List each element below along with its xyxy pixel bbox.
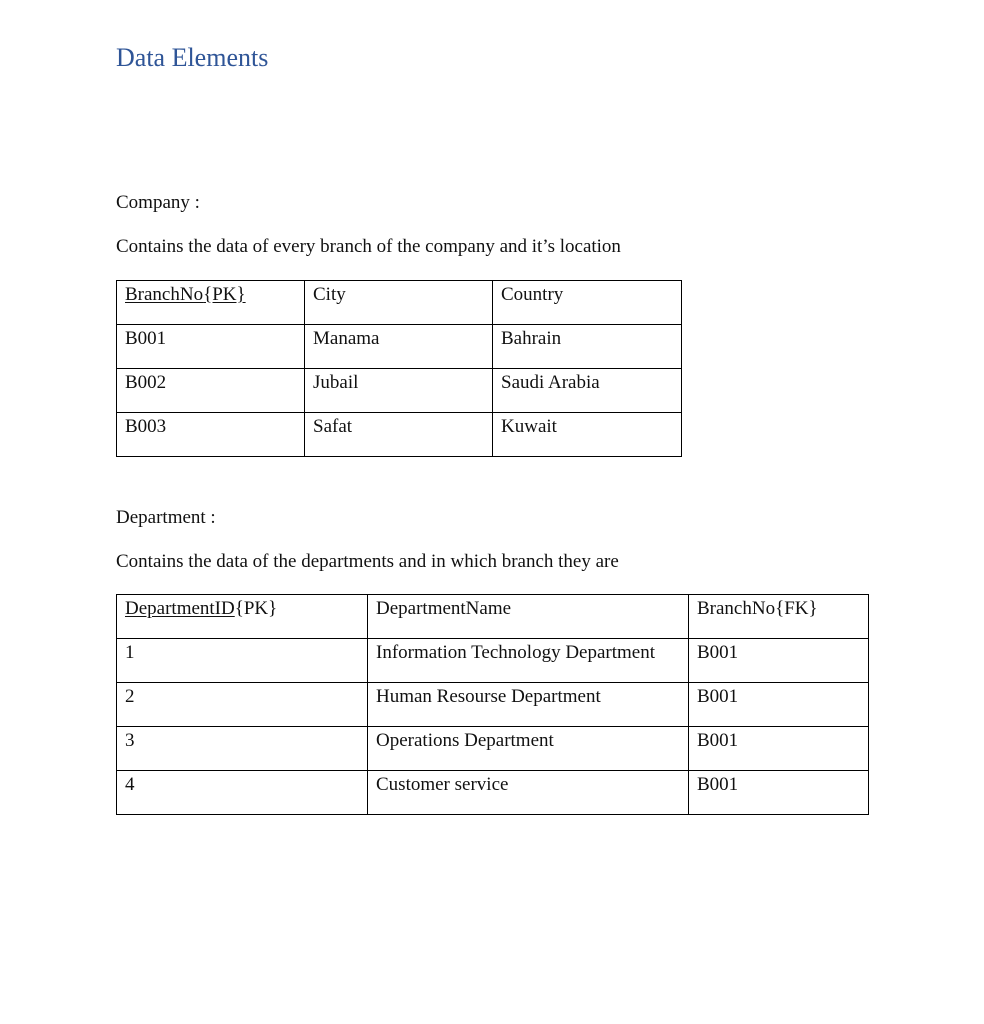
cell-branch-no: B001	[689, 727, 869, 771]
table-row	[117, 369, 682, 413]
cell-country: Bahrain	[493, 325, 682, 369]
table-row	[117, 413, 682, 457]
cell-department-name: Information Technology Department	[368, 639, 689, 683]
cell-branch-no: B001	[689, 771, 869, 815]
table-row	[117, 727, 869, 771]
cell-country: Kuwait	[493, 413, 682, 457]
header-cell-departmentname: DepartmentName	[368, 595, 689, 639]
cell-department-id: 2	[117, 683, 368, 727]
table-row	[117, 325, 682, 369]
table-row	[117, 771, 869, 815]
header-cell-country: Country	[493, 281, 682, 325]
cell-department-name: Human Resourse Department	[368, 683, 689, 727]
cell-branch-no: B003	[117, 413, 305, 457]
primary-key-suffix: {PK}	[234, 598, 278, 619]
primary-key-label: DepartmentID	[125, 598, 235, 619]
cell-branch-no: B001	[117, 325, 305, 369]
company-table	[116, 280, 682, 457]
table-row	[117, 683, 869, 727]
table-header-row	[117, 281, 682, 325]
cell-branch-no: B002	[117, 369, 305, 413]
company-section-label: Company :	[116, 192, 200, 213]
cell-country: Saudi Arabia	[493, 369, 682, 413]
cell-branch-no: B001	[689, 639, 869, 683]
header-cell-departmentid	[117, 595, 368, 639]
cell-city: Jubail	[305, 369, 493, 413]
table-header-row	[117, 595, 869, 639]
header-cell-branchno	[117, 281, 305, 325]
department-section-label: Department :	[116, 507, 216, 528]
primary-key-label: BranchNo	[125, 284, 204, 305]
cell-branch-no: B001	[689, 683, 869, 727]
cell-department-id: 4	[117, 771, 368, 815]
cell-city: Manama	[305, 325, 493, 369]
primary-key-suffix: {PK}	[203, 284, 246, 305]
department-table	[116, 594, 869, 815]
header-cell-branchno-fk: BranchNo{FK}	[689, 595, 869, 639]
cell-city: Safat	[305, 413, 493, 457]
cell-department-name: Operations Department	[368, 727, 689, 771]
company-section-description: Contains the data of every branch of the company and it’s location	[116, 236, 621, 257]
cell-department-id: 1	[117, 639, 368, 683]
table-row	[117, 639, 869, 683]
cell-department-name: Customer service	[368, 771, 689, 815]
page-title: Data Elements	[116, 43, 269, 72]
cell-department-id: 3	[117, 727, 368, 771]
header-cell-city: City	[305, 281, 493, 325]
department-section-description: Contains the data of the departments and in which branch they are	[116, 551, 619, 572]
